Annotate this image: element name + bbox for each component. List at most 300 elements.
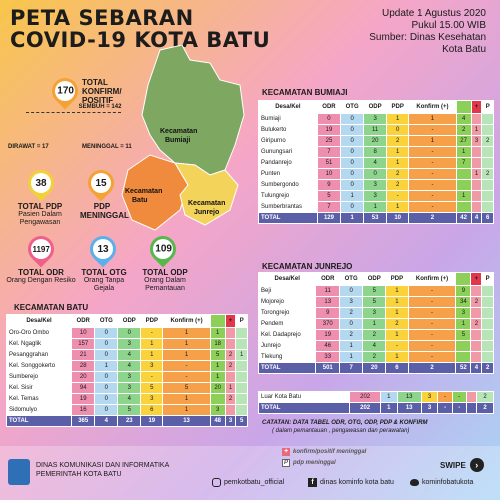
table-cell: 7	[456, 158, 471, 169]
table-cell: 1	[386, 352, 408, 363]
table-cell: 5	[163, 383, 210, 394]
table-cell: -	[408, 341, 456, 352]
table-cell	[236, 405, 248, 416]
table-cell: 1	[340, 352, 363, 363]
notes-catatan2: ( dalam pemantauan , pengawasan dan perawatan)	[272, 428, 410, 434]
row-label: Tlekung	[259, 352, 316, 363]
table-header-cell: ODR	[72, 315, 95, 328]
table-cell: 11	[364, 125, 387, 136]
table-row	[259, 158, 494, 169]
table-cell: 1	[386, 308, 408, 319]
table-cell: -	[408, 352, 456, 363]
table-row	[259, 114, 494, 125]
total-otg-sub: Orang Tanpa Gejala	[83, 277, 125, 292]
table-cell: 48	[210, 416, 225, 427]
footer-org	[36, 461, 169, 479]
footer-org-line2: PEMERINTAH KOTA BATU	[36, 471, 122, 478]
table-cell: 0	[340, 286, 363, 297]
table-cell: -	[409, 191, 456, 202]
table-cell: -	[141, 372, 163, 383]
table-cell: -	[141, 328, 163, 339]
table-row	[7, 339, 248, 350]
table-cell: 1	[210, 361, 225, 372]
table-cell: 0	[95, 383, 118, 394]
table-cell: 7	[340, 363, 363, 374]
table-cell: 46	[316, 341, 340, 352]
table-cell: 3	[421, 403, 438, 414]
table-cell: 0	[387, 125, 409, 136]
table-cell: 0	[95, 394, 118, 405]
table-cell	[482, 191, 494, 202]
table-cell: 202	[350, 403, 380, 414]
table-cell: 13	[163, 416, 210, 427]
table-cell: 157	[72, 339, 95, 350]
table-cell: -	[452, 403, 466, 414]
table-cell: 1	[341, 213, 364, 224]
table-cell	[466, 392, 476, 403]
map-label-bumiaji: Kecamatan Bumiaji	[160, 128, 198, 144]
table-cell: 5	[456, 330, 471, 341]
row-label: Pesanggrahan	[7, 350, 72, 361]
table-cell: 7	[317, 202, 340, 213]
row-label: TOTAL	[259, 213, 318, 224]
table-cell: 8	[364, 147, 387, 158]
row-label: Torongrejo	[259, 308, 316, 319]
table-cell: 0	[95, 372, 118, 383]
row-label: Sumbergondo	[259, 180, 318, 191]
bumiaji-table	[258, 100, 494, 224]
table-cell	[471, 158, 482, 169]
row-label: Sumberbrantas	[259, 202, 318, 213]
table-cell: 6	[482, 213, 494, 224]
table-cell: 13	[316, 297, 340, 308]
table-cell: 4	[118, 394, 141, 405]
table-cell: 5	[363, 297, 386, 308]
table-row	[259, 147, 494, 158]
table-cell: 3	[421, 392, 438, 403]
table-cell	[456, 180, 471, 191]
total-konfirm-label: TOTAL KONFIRM/ POSITIF	[82, 78, 122, 105]
row-label: Kel. Songgokerto	[7, 361, 72, 372]
map-label-batu: Kecamatan Batu	[125, 188, 163, 204]
table-header-cell: Desa/Kel	[7, 315, 72, 328]
table-cell	[236, 361, 248, 372]
table-cell: 9	[316, 308, 340, 319]
update-source-city: Kota Batu	[442, 44, 486, 55]
table-cell: 202	[350, 392, 380, 403]
table-cell: 1	[340, 341, 363, 352]
batu-title: KECAMATAN BATU	[14, 303, 89, 312]
table-header-cell: OTG	[341, 101, 364, 114]
table-cell: 2	[482, 363, 494, 374]
instagram-icon	[212, 478, 221, 487]
table-cell: 2	[482, 169, 494, 180]
facebook-icon: f	[308, 478, 317, 487]
table-cell: 1	[364, 202, 387, 213]
table-cell	[456, 169, 471, 180]
instagram-handle: pemkotbatu_official	[224, 479, 285, 486]
table-cell	[236, 372, 248, 383]
table-row	[259, 308, 494, 319]
table-cell: -	[409, 158, 456, 169]
table-cell: 1	[386, 330, 408, 341]
table-cell: 2	[477, 403, 494, 414]
table-cell: 16	[72, 405, 95, 416]
row-label: Tulungrejo	[259, 191, 318, 202]
table-cell: 501	[316, 363, 340, 374]
row-label: Gunungsari	[259, 147, 318, 158]
table-cell: 2	[387, 169, 409, 180]
table-cell: 19	[72, 394, 95, 405]
kota-batu-logo-icon	[8, 459, 30, 485]
table-cell	[482, 147, 494, 158]
table-row	[259, 202, 494, 213]
table-cell: 28	[72, 361, 95, 372]
table-header-cell: ODP	[364, 101, 387, 114]
table-cell: 25	[317, 136, 340, 147]
table-cell: 1	[380, 392, 397, 403]
konfirm-breakdown-line	[26, 112, 121, 140]
table-cell: 1	[163, 339, 210, 350]
table-cell: 5	[141, 383, 163, 394]
table-header-cell: Desa/Kel	[259, 273, 316, 286]
table-cell: 1	[387, 147, 409, 158]
table-cell	[482, 319, 494, 330]
table-cell: 365	[72, 416, 95, 427]
table-cell: 129	[317, 213, 340, 224]
table-cell: 3	[118, 383, 141, 394]
junrejo-table	[258, 272, 494, 374]
total-odr-pin: 1197	[28, 236, 54, 262]
table-cell	[236, 339, 248, 350]
table-cell: 20	[72, 372, 95, 383]
table-cell: 34	[456, 297, 471, 308]
table-cell	[482, 330, 494, 341]
table-cell	[236, 328, 248, 339]
table-cell: 2	[387, 180, 409, 191]
table-cell: 9	[456, 286, 471, 297]
table-cell: -	[409, 147, 456, 158]
table-row	[259, 286, 494, 297]
table-total-row	[259, 363, 494, 374]
table-cell	[482, 158, 494, 169]
table-cell: -	[163, 372, 210, 383]
twitter-bird-icon	[410, 479, 419, 486]
table-cell	[482, 352, 494, 363]
table-cell: 0	[341, 158, 364, 169]
table-cell: 6	[141, 405, 163, 416]
total-pdp-pin: 38	[28, 170, 54, 196]
table-header-cell: PDP	[387, 101, 409, 114]
table-cell: 1	[387, 114, 409, 125]
table-row	[259, 352, 494, 363]
table-cell: 2	[225, 350, 236, 361]
table-row	[259, 180, 494, 191]
table-cell: 1	[163, 405, 210, 416]
table-cell	[471, 180, 482, 191]
update-source: Sumber: Dinas Kesehatan	[369, 32, 486, 43]
row-label: TOTAL	[259, 403, 350, 414]
table-cell: 3	[141, 361, 163, 372]
table-cell: -	[408, 308, 456, 319]
table-header-cell: ODP	[363, 273, 386, 286]
table-cell	[225, 339, 236, 350]
footer-instagram[interactable]	[212, 478, 284, 487]
table-cell: 2	[409, 213, 456, 224]
table-cell: 0	[340, 319, 363, 330]
table-cell: -	[409, 125, 456, 136]
table-cell: 1	[387, 158, 409, 169]
table-cell	[482, 114, 494, 125]
table-cell: 0	[341, 180, 364, 191]
title-line2: COVID-19 KOTA BATU	[10, 28, 271, 52]
table-cell: -	[409, 180, 456, 191]
row-label: Punten	[259, 169, 318, 180]
table-cell: 21	[72, 350, 95, 361]
table-cell: 10	[72, 328, 95, 339]
table-cell: 1	[380, 403, 397, 414]
batu-table	[6, 314, 248, 427]
table-cell: 19	[317, 125, 340, 136]
table-cell: 4	[471, 213, 482, 224]
table-header-cell: P	[482, 101, 494, 114]
table-cell: 51	[317, 158, 340, 169]
table-cell: 4	[364, 158, 387, 169]
row-label: Beji	[259, 286, 316, 297]
table-header-cell: ODR	[316, 273, 340, 286]
row-label: Kel. Sisir	[7, 383, 72, 394]
table-header-cell: P	[482, 273, 494, 286]
total-otg-pin: 13	[90, 236, 116, 262]
table-cell: 2	[225, 361, 236, 372]
table-cell: 3	[456, 308, 471, 319]
table-cell	[471, 330, 482, 341]
row-label: Kel. Temas	[7, 394, 72, 405]
table-cell: 3	[210, 405, 225, 416]
table-cell: 1	[456, 191, 471, 202]
table-cell: 0	[341, 147, 364, 158]
table-cell	[471, 352, 482, 363]
total-odr-sub: Orang Dengan Resiko	[6, 277, 76, 284]
table-cell: 0	[341, 202, 364, 213]
table-row	[259, 392, 494, 403]
table-cell: 4	[118, 350, 141, 361]
swipe-indicator[interactable]	[440, 458, 484, 472]
table-cell: 3	[364, 191, 387, 202]
table-cell: 52	[456, 363, 471, 374]
update-time: Pukul 15.00 WIB	[411, 20, 486, 31]
table-row	[259, 125, 494, 136]
table-cell: 0	[95, 350, 118, 361]
table-cell: 1	[210, 328, 225, 339]
table-cell: 10	[387, 213, 409, 224]
table-cell: -	[408, 286, 456, 297]
table-cell: 4	[471, 363, 482, 374]
table-cell: 3	[340, 297, 363, 308]
table-total-row	[7, 416, 248, 427]
table-cell: 53	[364, 213, 387, 224]
bumiaji-title: KECAMATAN BUMIAJI	[262, 88, 348, 97]
table-cell: 2	[363, 330, 386, 341]
table-cell: 5	[363, 286, 386, 297]
table-cell: 1	[471, 169, 482, 180]
table-cell: -	[387, 191, 409, 202]
table-cell: 20	[363, 363, 386, 374]
table-cell: 20	[210, 383, 225, 394]
table-row	[7, 383, 248, 394]
pdp-meninggal-label: PDP MENINGGAL	[80, 202, 129, 220]
table-cell: 1	[456, 147, 471, 158]
footer-twitter[interactable]	[410, 478, 473, 487]
table-cell: 2	[340, 330, 363, 341]
row-label: TOTAL	[7, 416, 72, 427]
map-label-junrejo: Kecamatan Junrejo	[188, 200, 226, 216]
row-label: Sumberejo	[7, 372, 72, 383]
table-cell: 19	[141, 416, 163, 427]
table-cell: 1	[456, 319, 471, 330]
table-cell: 13	[397, 392, 421, 403]
twitter-handle: kominfobatukota	[422, 479, 474, 486]
table-cell: 0	[95, 339, 118, 350]
table-cell: -	[438, 392, 452, 403]
table-header-cell: OTG	[340, 273, 363, 286]
footer-org-line1: DINAS KOMUNIKASI DAN INFORMATIKA	[36, 462, 170, 469]
table-cell: 13	[397, 403, 421, 414]
table-cell: 3	[363, 308, 386, 319]
total-odp-sub: Orang Dalam Pemantauan	[144, 277, 186, 292]
table-cell	[482, 308, 494, 319]
table-cell: 1	[386, 286, 408, 297]
table-cell: 4	[363, 341, 386, 352]
table-cell: 3	[118, 372, 141, 383]
table-cell: 10	[317, 169, 340, 180]
table-cell: 19	[316, 330, 340, 341]
table-cell: 7	[317, 147, 340, 158]
table-cell: 1	[210, 372, 225, 383]
total-otg-label: TOTAL OTG	[81, 268, 127, 277]
table-cell: 1	[163, 328, 210, 339]
table-cell: -	[452, 392, 466, 403]
table-row	[259, 297, 494, 308]
title-line1: PETA SEBARAN	[10, 6, 194, 30]
table-cell: 42	[456, 213, 471, 224]
table-header-cell: Desa/Kel	[259, 101, 318, 114]
table-cell: 1	[363, 319, 386, 330]
table-row	[7, 361, 248, 372]
total-konfirm-pin: 170	[52, 78, 78, 104]
table-cell: 5	[236, 416, 248, 427]
table-total-row	[259, 213, 494, 224]
footer-facebook[interactable]	[308, 478, 394, 487]
table-cell: 4	[95, 416, 118, 427]
table-cell: 3	[118, 339, 141, 350]
row-label: Junrejo	[259, 341, 316, 352]
table-cell	[456, 202, 471, 213]
table-cell: -	[408, 330, 456, 341]
table-cell	[482, 297, 494, 308]
table-row	[259, 319, 494, 330]
table-header-cell: ODP	[118, 315, 141, 328]
positif-person-icon	[210, 315, 225, 328]
table-row	[259, 136, 494, 147]
row-label: Pendem	[259, 319, 316, 330]
total-pdp-sub: Pasien Dalam Pengawasan	[18, 211, 62, 226]
table-total-row	[259, 403, 494, 414]
table-row	[259, 330, 494, 341]
row-label: Bumiaji	[259, 114, 318, 125]
table-cell: 94	[72, 383, 95, 394]
plus-cross-icon: +	[283, 448, 289, 455]
table-header-cell: +	[225, 315, 236, 328]
table-cell: 2	[387, 136, 409, 147]
table-cell	[225, 372, 236, 383]
table-cell: 0	[341, 136, 364, 147]
table-cell: 2	[225, 394, 236, 405]
swipe-label: SWIPE	[440, 460, 466, 470]
table-cell	[471, 286, 482, 297]
table-cell: 1	[225, 383, 236, 394]
table-cell: 0	[118, 328, 141, 339]
table-cell: 2	[456, 125, 471, 136]
table-cell: 1	[163, 350, 210, 361]
table-cell: 5	[317, 191, 340, 202]
table-cell: 0	[341, 169, 364, 180]
table-cell	[482, 202, 494, 213]
table-cell: 3	[471, 136, 482, 147]
table-cell: 2	[386, 319, 408, 330]
table-row	[259, 341, 494, 352]
table-cell	[236, 394, 248, 405]
legend-plus-text: konfirm/positif meninggal	[293, 449, 367, 455]
table-cell: -	[386, 341, 408, 352]
table-cell: 0	[95, 328, 118, 339]
table-cell: -	[409, 169, 456, 180]
table-cell: 3	[364, 114, 387, 125]
row-label: Luar Kota Batu	[259, 392, 350, 403]
legend-p-text: pdp meninggal	[293, 460, 336, 466]
table-cell: 3	[225, 416, 236, 427]
table-cell: 0	[341, 114, 364, 125]
table-cell: 2	[363, 352, 386, 363]
table-cell	[482, 286, 494, 297]
table-cell: 5	[210, 350, 225, 361]
table-header-cell: +	[471, 273, 482, 286]
table-cell: 1	[95, 361, 118, 372]
row-label: Giripurno	[259, 136, 318, 147]
table-header-cell: P	[236, 315, 248, 328]
table-header-cell: +	[471, 101, 482, 114]
table-cell	[456, 352, 471, 363]
table-cell: 11	[316, 286, 340, 297]
table-cell: 4	[456, 114, 471, 125]
row-label: Mojorejo	[259, 297, 316, 308]
table-cell	[482, 180, 494, 191]
table-cell: 18	[210, 339, 225, 350]
table-row	[7, 350, 248, 361]
total-odr-label: TOTAL ODR	[18, 268, 64, 277]
table-cell: -	[438, 403, 452, 414]
table-cell	[471, 147, 482, 158]
notes-catatan: CATATAN: DATA TABEL ODR, OTG, ODP, PDP & KONFIRM	[262, 420, 428, 426]
table-cell: 2	[471, 297, 482, 308]
table-cell: 2	[408, 363, 456, 374]
table-cell: 33	[316, 352, 340, 363]
row-label: Kel. Ngaglik	[7, 339, 72, 350]
table-cell: 9	[317, 180, 340, 191]
total-odp-pin: 109	[150, 236, 176, 262]
table-cell	[210, 394, 225, 405]
table-cell: 20	[364, 136, 387, 147]
